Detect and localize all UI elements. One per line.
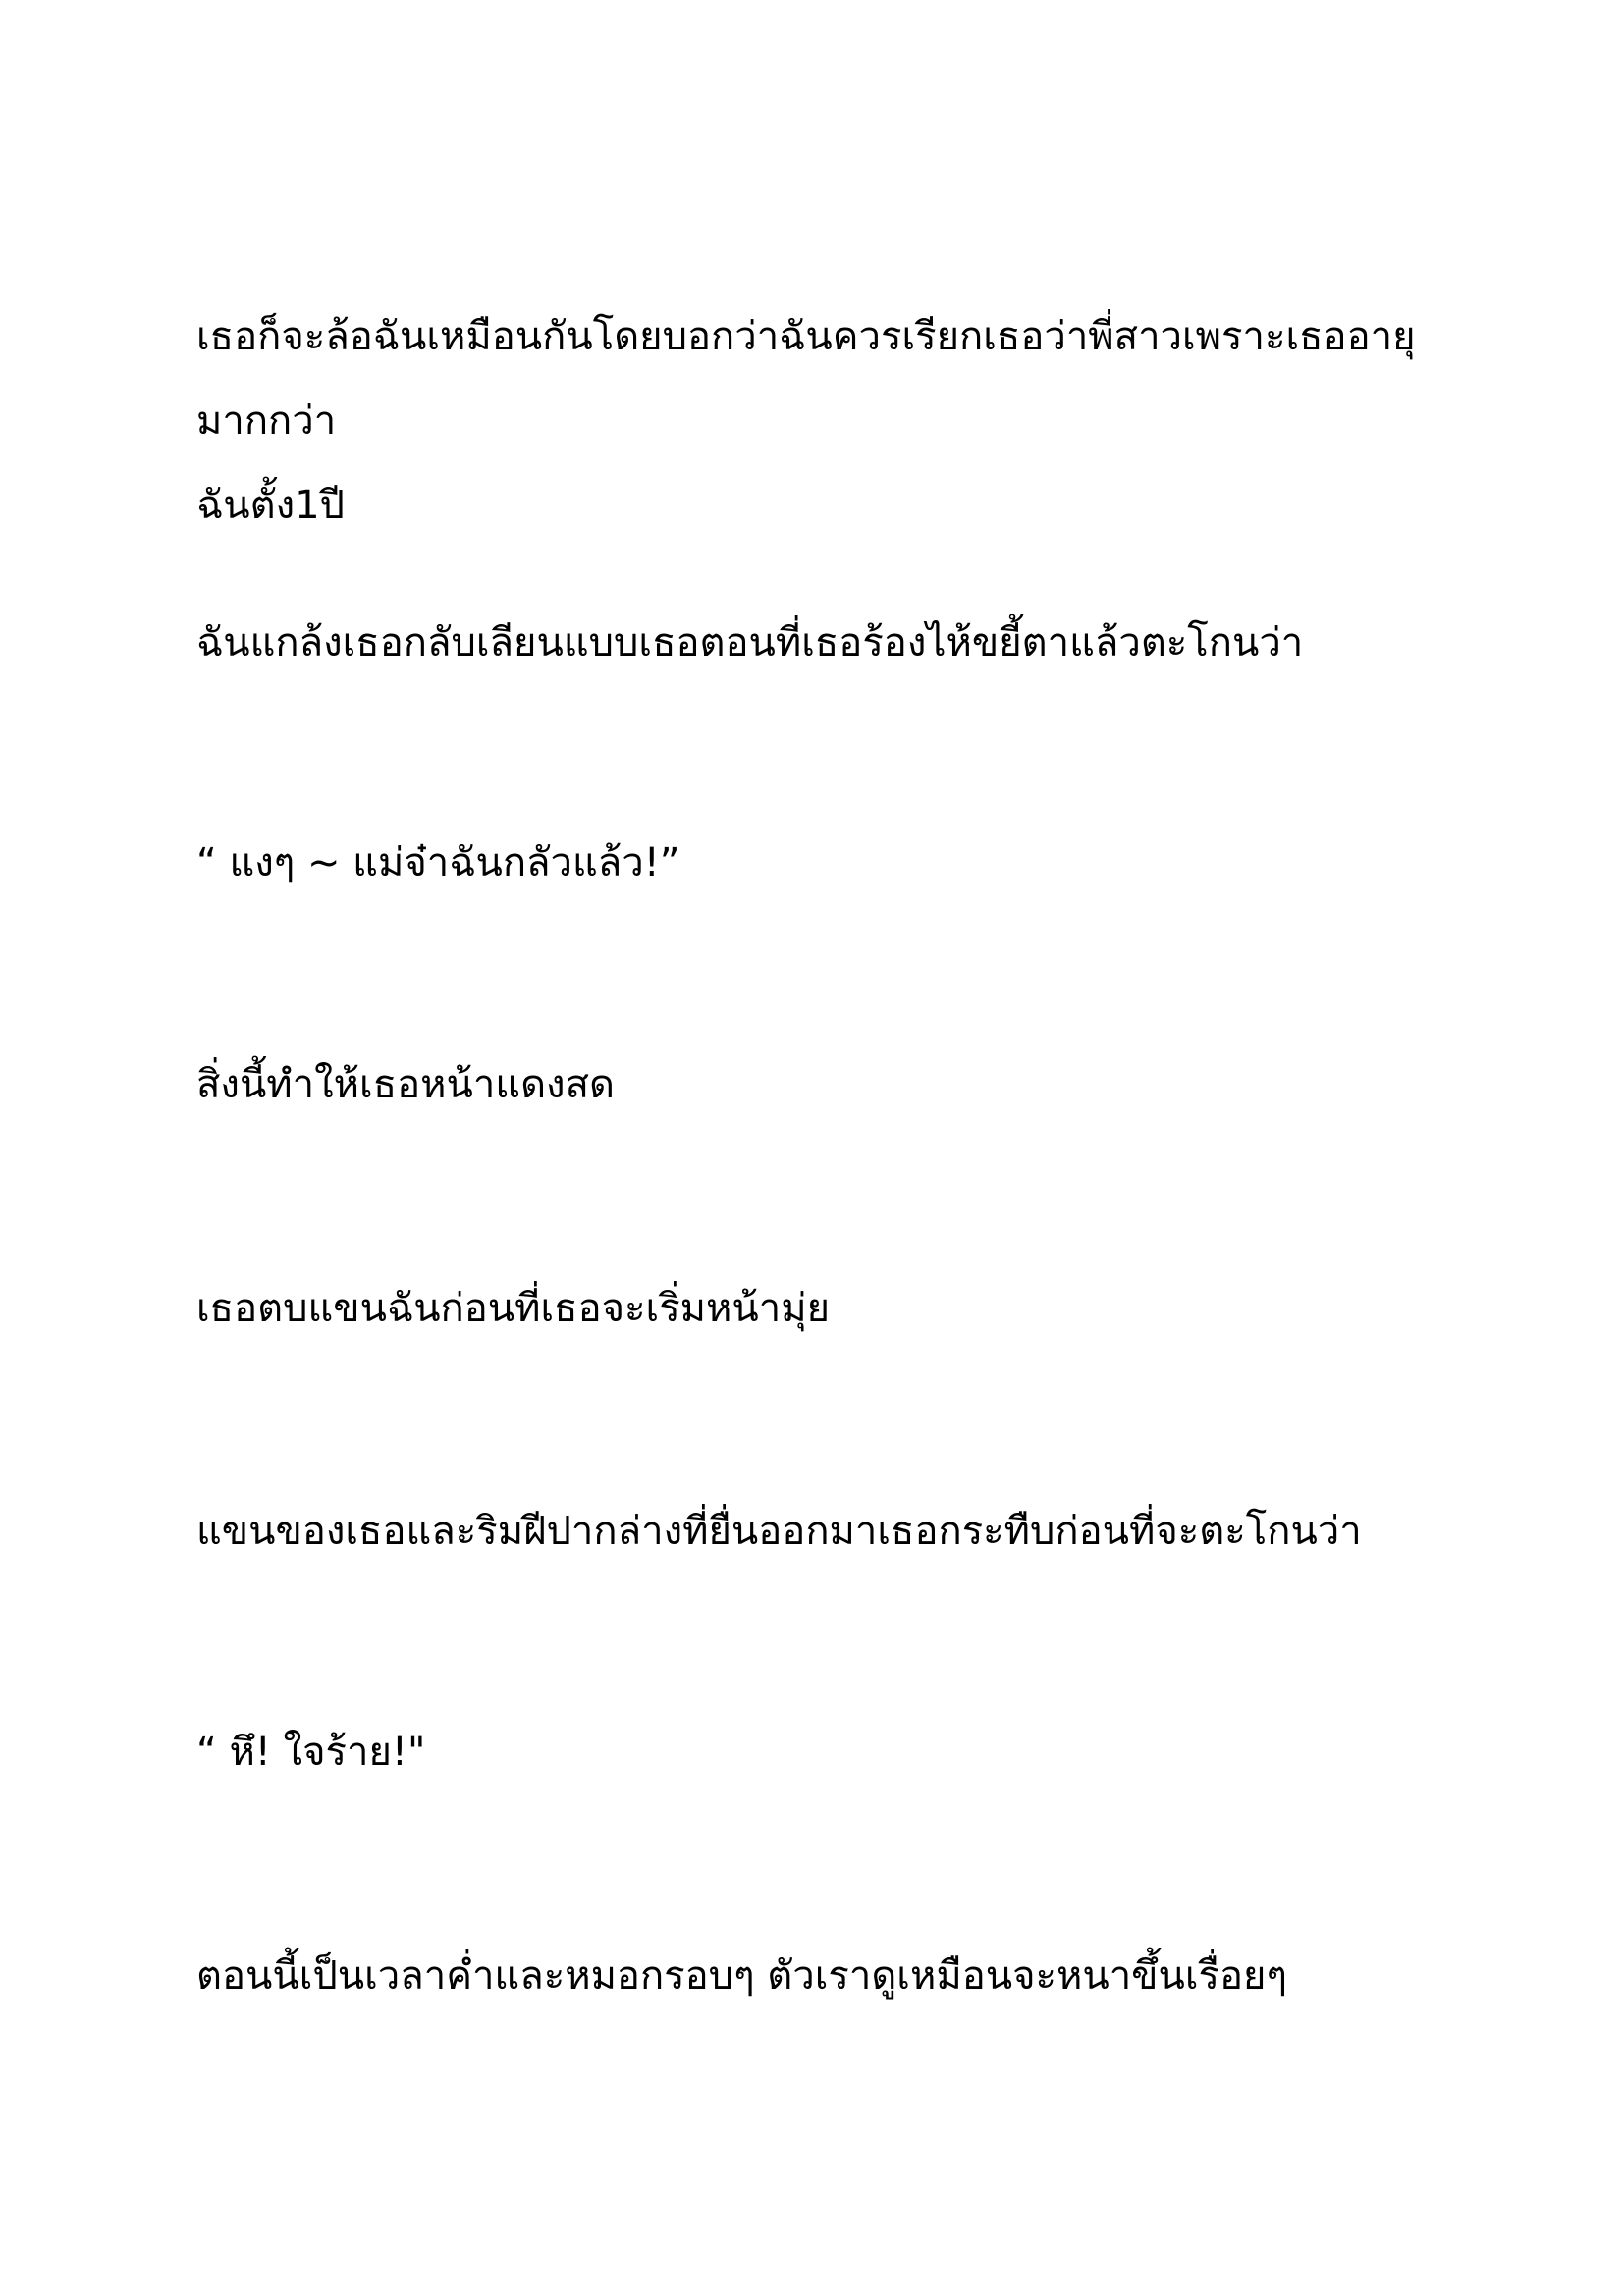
paragraph-stomp bbox=[196, 1489, 1434, 1574]
paragraph-line: ฉันแกล้งเธอกลับเลียนแบบเธอตอนที่เธอร้องไห้ขยี้ตาแล้วตะโกนว่า bbox=[196, 620, 1304, 666]
paragraph-dialogue-mean bbox=[196, 1710, 1434, 1794]
paragraph-line: “ แงๆ ~ แม่จ๋าฉันกลัวแล้ว!” bbox=[196, 840, 680, 885]
paragraph-mimic bbox=[196, 601, 1434, 685]
paragraph-line: แขนของเธอและริมฝีปากล่างที่ยื่นออกมาเธอกระทืบก่อนที่จะตะโกนว่า bbox=[196, 1509, 1362, 1554]
paragraph-line: “ หึ! ใจร้าย!" bbox=[196, 1730, 426, 1775]
paragraph-line: สิ่งนี้ทำให้เธอหน้าแดงสด bbox=[196, 1062, 615, 1107]
paragraph-evening-fog bbox=[196, 1934, 1434, 2018]
paragraph-dialogue-crying bbox=[196, 821, 1434, 905]
paragraph-line: ตอนนี้เป็นเวลาค่ำและหมอกรอบๆ ตัวเราดูเหมือนจะหนาขึ้นเรื่อยๆ bbox=[196, 1953, 1287, 1999]
paragraph-teasing bbox=[196, 294, 1434, 548]
paragraph-line: เธอตบแขนฉันก่อนที่เธอจะเริ่มหน้ามุ่ย bbox=[196, 1286, 831, 1331]
paragraph-line: เธอก็จะล้อฉันเหมือนกันโดยบอกว่าฉันควรเรียกเธอว่าพี่สาวเพราะเธออายุมากกว่า bbox=[196, 314, 1416, 444]
paragraph-line: ฉันตั้ง1ปี bbox=[196, 483, 345, 528]
paragraph-blush bbox=[196, 1042, 1434, 1127]
paragraph-slap-arm bbox=[196, 1266, 1434, 1351]
